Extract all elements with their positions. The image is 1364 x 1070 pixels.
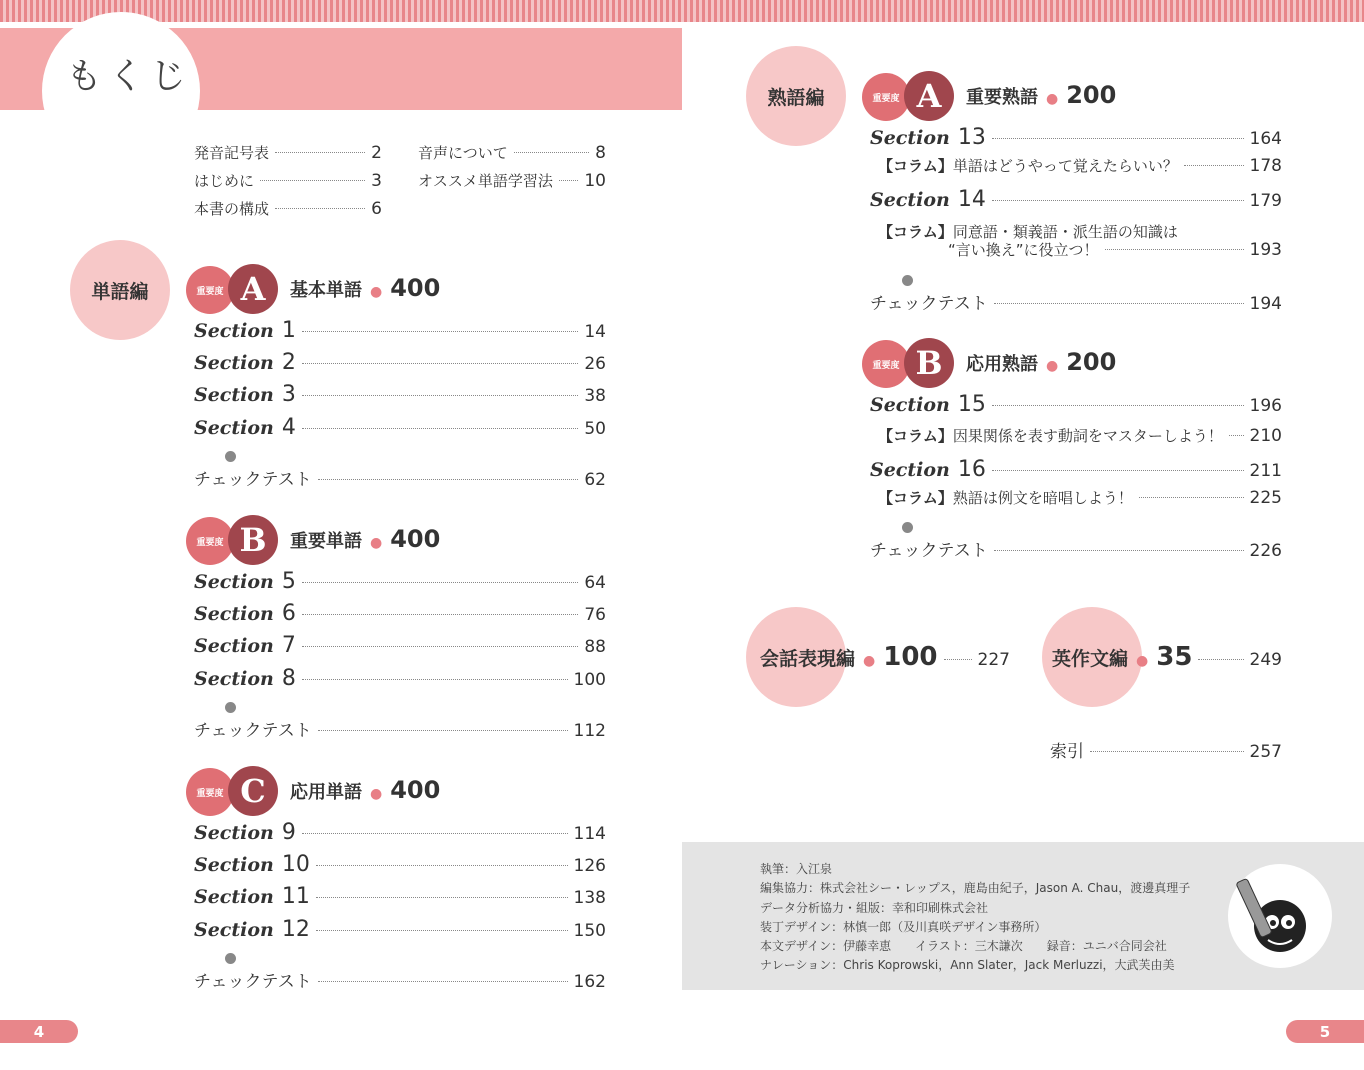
page-number-right: 5 — [1286, 1020, 1364, 1043]
category-title: 応用熟語 ● 200 — [966, 348, 1117, 376]
section-pill-jukugo: 熟語編 — [746, 46, 846, 146]
toc-row[interactable]: Section 7 88 — [194, 633, 606, 658]
column-row[interactable]: 【コラム】同意語・類義語・派生語の知識は — [878, 223, 1178, 241]
bullet-dot — [225, 451, 236, 462]
toc-row[interactable]: Section 4 50 — [194, 415, 606, 440]
column-row[interactable]: 【コラム】 単語はどうやって覚えたらいい？ 178 — [878, 156, 1282, 176]
index-row[interactable]: 索引 257 — [1050, 742, 1282, 762]
check-test-row[interactable]: チェックテスト 226 — [870, 541, 1282, 561]
toc-row[interactable]: Section 16 211 — [870, 457, 1282, 482]
page-number-left: 4 — [0, 1020, 78, 1043]
toc-row[interactable]: Section 13 164 — [870, 125, 1282, 150]
top-stripe — [0, 0, 1364, 22]
check-test-row[interactable]: チェックテスト 162 — [194, 972, 606, 992]
toc-row[interactable]: Section 1 14 — [194, 318, 606, 343]
toc-row[interactable]: 英作文編 ● 35 249 — [1052, 642, 1282, 672]
toc-row[interactable]: Section 11 138 — [194, 884, 606, 909]
bullet-dot — [225, 702, 236, 713]
importance-badge: 重要度 B — [862, 338, 960, 388]
credits-box — [682, 842, 1364, 990]
toc-row[interactable]: 会話表現編 ● 100 227 — [760, 642, 1010, 672]
toc-row[interactable]: Section 15 196 — [870, 392, 1282, 417]
check-test-row[interactable]: チェックテスト 112 — [194, 721, 606, 741]
toc-row[interactable]: Section 8 100 — [194, 666, 606, 691]
importance-badge: 重要度 A — [186, 264, 284, 314]
column-row[interactable]: 【コラム】 因果関係を表す動詞をマスターしよう！ 210 — [878, 426, 1282, 446]
toc-row[interactable]: オススメ単語学習法 10 — [418, 171, 606, 191]
importance-badge: 重要度 C — [186, 766, 284, 816]
section-pill-tango: 単語編 — [70, 240, 170, 340]
bullet-dot — [902, 275, 913, 286]
importance-badge: 重要度 B — [186, 515, 284, 565]
toc-row[interactable]: Section 14 179 — [870, 187, 1282, 212]
category-title: 重要熟語 ● 200 — [966, 81, 1117, 109]
toc-row[interactable]: 本書の構成 6 — [194, 199, 382, 219]
toc-row[interactable]: Section 9 114 — [194, 820, 606, 845]
pencil-mascot-icon — [1228, 864, 1332, 968]
importance-badge: 重要度 A — [862, 71, 960, 121]
category-title: 重要単語 ● 400 — [290, 525, 441, 553]
column-row[interactable]: 【コラム】 熟語は例文を暗唱しよう！ 225 — [878, 488, 1282, 508]
column-row-cont[interactable]: “言い換え”に役立つ！ 193 — [948, 240, 1282, 260]
toc-row[interactable]: Section 6 76 — [194, 601, 606, 626]
bullet-dot — [902, 522, 913, 533]
check-test-row[interactable]: チェックテスト 194 — [870, 294, 1282, 314]
toc-row[interactable]: Section 3 38 — [194, 382, 606, 407]
toc-row[interactable]: 発音記号表 2 — [194, 143, 382, 163]
category-title: 基本単語 ● 400 — [290, 274, 441, 302]
toc-row[interactable]: 音声について 8 — [418, 143, 606, 163]
toc-row[interactable]: Section 10 126 — [194, 852, 606, 877]
toc-row[interactable]: Section 12 150 — [194, 917, 606, 942]
check-test-row[interactable]: チェックテスト 62 — [194, 470, 606, 490]
credits-text: 執筆：入江泉 編集協力：株式会社シー・レップス，鹿島由紀子，Jason A. Chau，渡邊真理子 データ分析協力・組版：幸和印刷株式会社 装丁デザイン：林慎一郎（及川真咲デザイン事務所） 本文デザイン：伊藤幸恵 イラスト：三木謙次 録音：ユニバ合同会社 ナレーション：Chris Koprowski，Ann Slater，Jack Merluzzi，大武芙由美 — [760, 862, 1191, 973]
page-title: もくじ — [66, 56, 193, 97]
toc-row[interactable]: はじめに 3 — [194, 171, 382, 191]
bullet-dot — [225, 953, 236, 964]
toc-row[interactable]: Section 5 64 — [194, 569, 606, 594]
category-title: 応用単語 ● 400 — [290, 776, 441, 804]
toc-row[interactable]: Section 2 26 — [194, 350, 606, 375]
